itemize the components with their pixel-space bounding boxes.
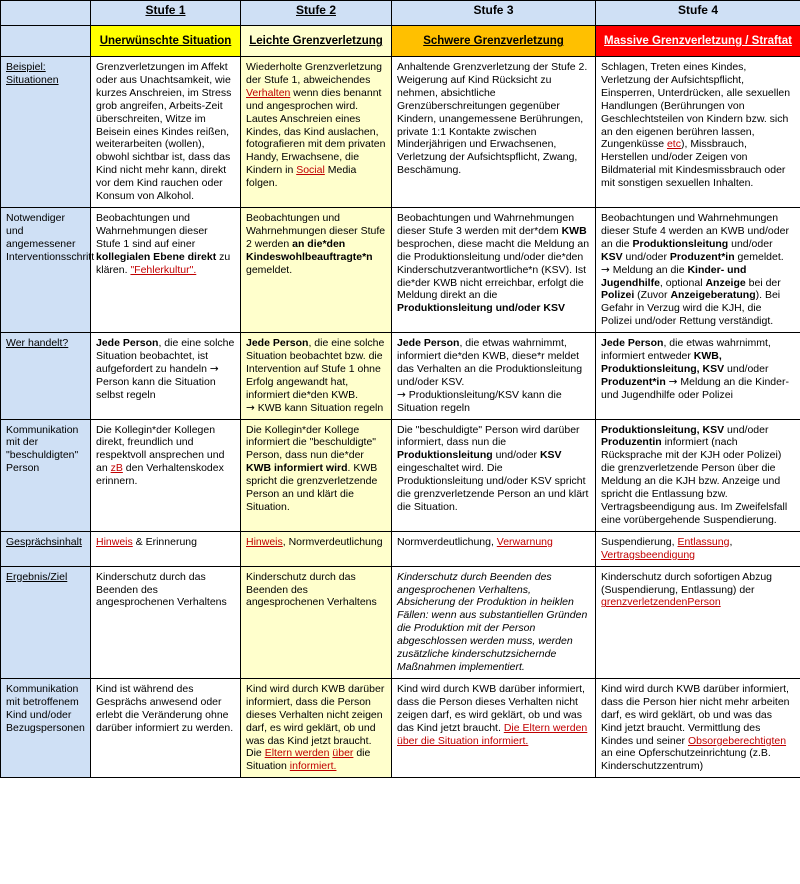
cell-ergebnis-stufe-4: Kinderschutz durch sofortigen Abzug (Suspendierung, Entlassung) der grenzverletzendenPerson bbox=[596, 566, 800, 678]
cell-wer-handelt-stufe-2: Jede Person, die eine solche Situation beobachtet bzw. die Intervention auf Stufe 1 ohne Erfolg angewandt hat, informiert die*den KWB. → KWB kann Situation regeln bbox=[241, 333, 392, 419]
cell-kommunikation-stufe-2: Die Kollegin*der Kollege informiert die "beschuldigte" Person, dass nun die*der KWB informiert wird. KWB spricht die grenzverletzende Person an und klärt die Situation. bbox=[241, 419, 392, 531]
cell-wer-handelt-stufe-3: Jede Person, die etwas wahrnimmt, informiert die*den KWB, diese*r meldet das Verhalten an die Produktionsleitung und/oder KSV. → Produktionsleitung/KSV kann die Situation regeln bbox=[392, 333, 596, 419]
cell-beispiel-stufe-3: Anhaltende Grenzverletzung der Stufe 2. Weigerung auf Kind Rücksicht zu nehmen, absichtliche Grenzüberschreitungen gegenüber Kindern, unangemessene Berührungen, private 1:1 Kontakte zwischen Minderjährigen und Erwachsenen, Verletzung der Aufsichtspflicht, Zwang, Beschämung. bbox=[392, 57, 596, 208]
level-label-4: Massive Grenzverletzung / Straftat bbox=[596, 26, 800, 57]
row-label-kommunikation-beschuldigte: Kommunikation mit der "beschuldigten" Person bbox=[1, 419, 91, 531]
level-label-2: Leichte Grenzverletzung bbox=[241, 26, 392, 57]
level-label-1: Unerwünschte Situation bbox=[91, 26, 241, 57]
cell-beispiel-stufe-1: Grenzverletzungen im Affekt oder aus Unachtsamkeit, wie kurzes Anschreien, im Stress grob angreifen, Arbeits-Zeit überschreiten, Witze im Beisein eines Kindes reißen, weiterarbeiten (wollen), obwohl sichtbar ist, dass das Kind nicht mehr kann, direkt vor dem Kind rauchen oder Konsum von Alkohol. bbox=[91, 57, 241, 208]
header-stufe-4: Stufe 4 bbox=[596, 1, 800, 26]
table-row bbox=[1, 419, 800, 531]
cell-intervention-stufe-3: Beobachtungen und Wahrnehmungen dieser Stufe 3 werden mit der*dem KWB besprochen, diese macht die Meldung an die Produktionsleitung und/oder die*den Kinderschutzverantwortliche*n (KSV). Ist die*der KWB nicht erreichbar, erfolgt die Meldung direkt an die Produktionsleitung und/oder KSV bbox=[392, 207, 596, 332]
cell-intervention-stufe-2: Beobachtungen und Wahrnehmungen dieser Stufe 2 werden an die*den Kindeswohlbeauftragte*n gemeldet. bbox=[241, 207, 392, 332]
cell-kind-stufe-1: Kind ist während des Gesprächs anwesend oder erlebt die Veränderung ohne darüber informiert zu werden. bbox=[91, 678, 241, 777]
row-label-interventionsschritt: Notwendiger und angemessener Interventionsschritt bbox=[1, 207, 91, 332]
table-row bbox=[1, 531, 800, 566]
cell-gespraechsinhalt-stufe-1: Hinweis & Erinnerung bbox=[91, 531, 241, 566]
table-row bbox=[1, 333, 800, 419]
cell-kommunikation-stufe-4: Produktionsleitung, KSV und/oder Produzentin informiert (nach Rücksprache mit der KJH oder Polizei) die grenzverletzende Person über die Meldung an die KJH bzw. Anzeige und spricht die Entlassung bzw. Vertragsbeendigung aus. Im Zweifelsfall eine vorübergehende Suspendierung. bbox=[596, 419, 800, 531]
cell-kind-stufe-4: Kind wird durch KWB darüber informiert, dass die Person hier nicht mehr arbeiten darf, es wird geklärt, ob und was das Kind jetzt braucht. Vermittlung des Kindes und seiner Obsorgeberechtigten an eine Opferschutzeinrichtung (z.B. Kinderschutzzentrum) bbox=[596, 678, 800, 777]
cell-gespraechsinhalt-stufe-2: Hinweis, Normverdeutlichung bbox=[241, 531, 392, 566]
header-row-levels bbox=[1, 26, 800, 57]
row-label-beispiel-situationen: Beispiel: Situationen bbox=[1, 57, 91, 208]
cell-intervention-stufe-4: Beobachtungen und Wahrnehmungen dieser Stufe 4 werden an KWB und/oder an die Produktionsleitung und/oder KSV und/oder Produzent*in gemeldet. → Meldung an die Kinder- und Jugendhilfe, optional Anzeige bei der Polizei (Zuvor Anzeigeberatung). Bei Gefahr in Verzug wird die KJH, die Polizei und/oder Rettung verständigt. bbox=[596, 207, 800, 332]
cell-gespraechsinhalt-stufe-3: Normverdeutlichung, Verwarnung bbox=[392, 531, 596, 566]
header-stufe-1: Stufe 1 bbox=[91, 1, 241, 26]
row-label-gespraechsinhalt: Gesprächsinhalt bbox=[1, 531, 91, 566]
cell-kommunikation-stufe-3: Die "beschuldigte" Person wird darüber informiert, dass nun die Produktionsleitung und/oder KSV eingeschaltet wird. Die Produktionsleitung und/oder KSV spricht die grenzverletzende Person an und klärt die Situation. bbox=[392, 419, 596, 531]
header-row-stufen bbox=[1, 1, 800, 26]
row-label-wer-handelt: Wer handelt? bbox=[1, 333, 91, 419]
cell-kommunikation-stufe-1: Die Kollegin*der Kollegen direkt, freundlich und respektvoll ansprechen und an zB den Verhaltenskodex erinnern. bbox=[91, 419, 241, 531]
cell-beispiel-stufe-2: Wiederholte Grenzverletzung der Stufe 1, abweichendes Verhalten wenn dies benannt und angesprochen wird. Lautes Anschreien eines Kindes, das Kind auslachen, fotografieren mit dem privaten Handy, Erwachsene, die Kindern in Social Media folgen. bbox=[241, 57, 392, 208]
table-row bbox=[1, 678, 800, 777]
cell-ergebnis-stufe-3: Kinderschutz durch Beenden des angesprochenen Verhaltens, Absicherung der Produktion in heiklen Fällen: wenn aus substantiellen Gründen die Produktion mit der Person abgeschlossen werden muss, werden zusätzliche kinderschutzsichernde Maßnahmen implementiert. bbox=[392, 566, 596, 678]
header-stufe-2: Stufe 2 bbox=[241, 1, 392, 26]
cell-kind-stufe-2: Kind wird durch KWB darüber informiert, dass die Person dieses Verhalten nicht zeigen darf, es wird geklärt, ob und was das Kind jetzt braucht. Die Eltern werden über die Situation informiert. bbox=[241, 678, 392, 777]
cell-ergebnis-stufe-2: Kinderschutz durch das Beenden des angesprochenen Verhaltens bbox=[241, 566, 392, 678]
table-row bbox=[1, 207, 800, 332]
level-label-3: Schwere Grenzverletzung bbox=[392, 26, 596, 57]
cell-kind-stufe-3: Kind wird durch KWB darüber informiert, dass die Person dieses Verhalten nicht zeigen darf, es wird geklärt, ob und was das Kind jetzt braucht. Die Eltern werden über die Situation informiert. bbox=[392, 678, 596, 777]
table-row bbox=[1, 566, 800, 678]
level-corner bbox=[1, 26, 91, 57]
row-label-ergebnis-ziel: Ergebnis/Ziel bbox=[1, 566, 91, 678]
table-row bbox=[1, 57, 800, 208]
header-stufe-3: Stufe 3 bbox=[392, 1, 596, 26]
cell-intervention-stufe-1: Beobachtungen und Wahrnehmungen dieser Stufe 1 sind auf einer kollegialen Ebene direkt zu klären. "Fehlerkultur". bbox=[91, 207, 241, 332]
cell-gespraechsinhalt-stufe-4: Suspendierung, Entlassung, Vertragsbeendigung bbox=[596, 531, 800, 566]
cell-wer-handelt-stufe-1: Jede Person, die eine solche Situation beobachtet, ist aufgefordert zu handeln → Person kann die Situation selbst regeln bbox=[91, 333, 241, 419]
header-corner bbox=[1, 1, 91, 26]
cell-beispiel-stufe-4: Schlagen, Treten eines Kindes, Verletzung der Aufsichtspflicht, Einsperren, Unterdrücken, alle sexuellen Handlungen (Berührungen von Geschlechtsteilen von Kindern bzw. sich an den eigenen berühren lassen, Zungenküsse etc), Missbrauch, Herstellen und/oder Zeigen von Bildmaterial mit Kindesmissbrauch oder mit sonstigen sexuellen Inhalten. bbox=[596, 57, 800, 208]
row-label-kommunikation-kind: Kommunikation mit betroffenem Kind und/oder Bezugspersonen bbox=[1, 678, 91, 777]
cell-ergebnis-stufe-1: Kinderschutz durch das Beenden des angesprochenen Verhaltens bbox=[91, 566, 241, 678]
cell-wer-handelt-stufe-4: Jede Person, die etwas wahrnimmt, informiert entweder KWB, Produktionsleitung, KSV und/oder Produzent*in → Meldung an die Kinder- und Jugendhilfe oder Polizei bbox=[596, 333, 800, 419]
